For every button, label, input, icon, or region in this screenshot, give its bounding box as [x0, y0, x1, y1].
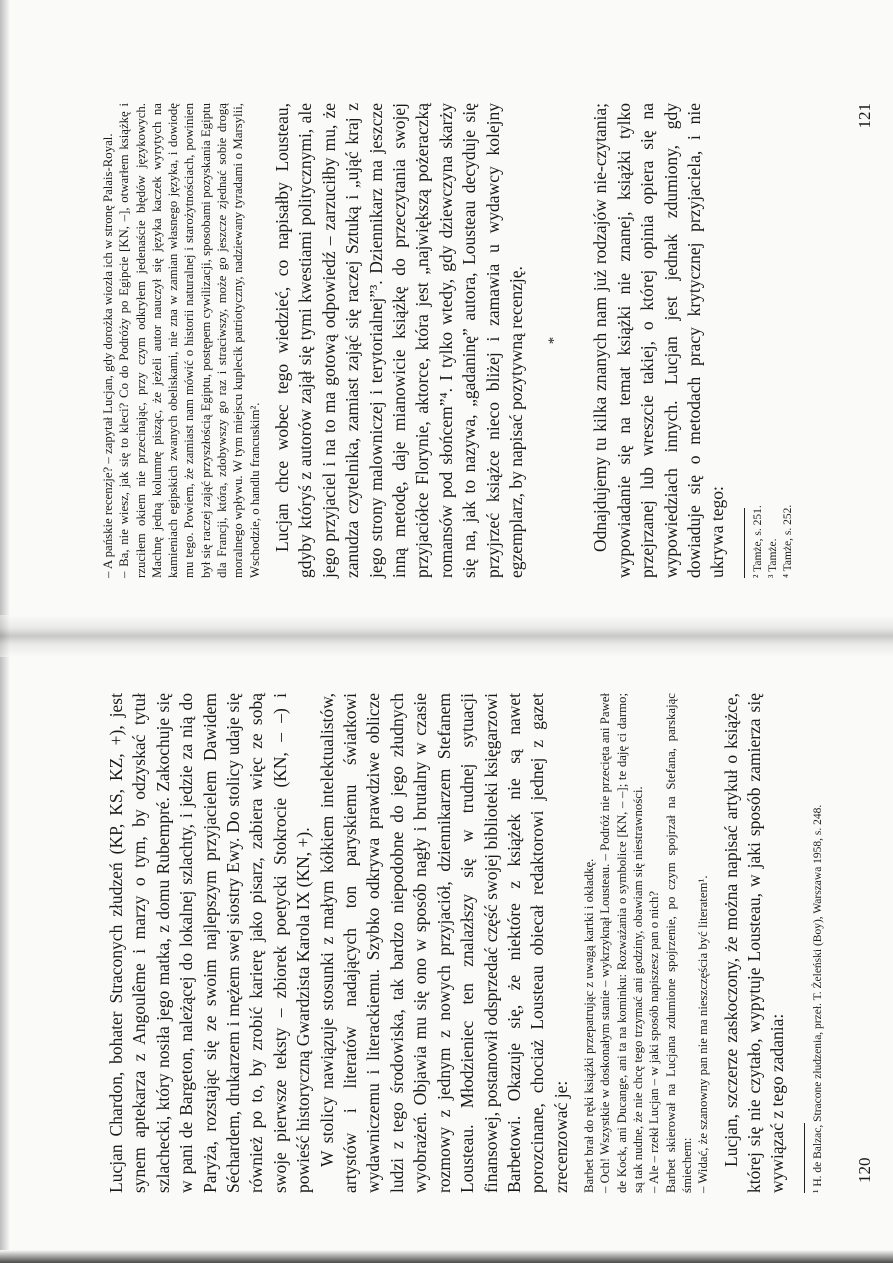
quote-line: – Ale – rzekł Lucjan – w jaki sposób napiszesz pan o nich?: [647, 890, 662, 1193]
quote-line: – Och! Wszystkie w doskonałym stanie – wykrzyknął Lousteau. – Podróż nie przecięta ani Paweł de Kock, ani Ducange, ani ta na kominku: Rozważania o symbolice [KN, – –]; te daję ci darmo; są tak nudne, że nie chcę tego trzymać ani godziny, obawiam się niestrawności.: [598, 693, 646, 1193]
footnote-4: ⁴ Tamże, s. 252.: [781, 504, 794, 578]
right-paragraph-1: Lucjan chce wobec tego wiedzieć, co napisałby Lousteau, gdyby któryś z autorów zajął się tymi kwestiami politycznymi, ale jego przyjaciel i na to ma gotową odpowiedź – zarzuciłby mu, że zanudza czytelnika, zamiast zająć się raczej Sztuką i „ująć kraj z jego strony malowniczej i terytorialnej”³. Dziennikarz ma jeszcze inną metodę, daje mianowicie książkę do przeczytania swojej przyjaciółce Florynie, aktorce, która jest „największą pożeraczką romansów pod słońcem”⁴. I tylko wtedy, gdy dziewczyna skarży się na, jak to nazywa, „gadaninę” autora, Lousteau decyduje się przyjrzeć książce nieco bliżej i zamawia u wydawcy kolejny egzemplarz, by napisać pozytywną recenzję.: [271, 103, 527, 578]
quote-line: Barbet skierował na Lucjana zdumione spojrzenie, po czym spojrzał na Stefana, parskając śmiechem:: [663, 693, 694, 1193]
quote-line: – A pańskie recenzje? – zapytał Lucjan, gdy dorożka wiozła ich w stronę Palais-Royal.: [101, 133, 115, 578]
left-paragraph-1: Lucjan Chardon, bohater Straconych złudzeń (KP, KS, KZ, +), jest synem aptekarza z Angoulême i marzy o tym, by odzyskać tytuł szlachecki, który nosiła jego matka, z domu Rubempré. Zakochuje się w pani de Bargeton, należącej do lokalnej szlachty, i jedzie za nią do Paryża, rozstając się ze swoim najlepszym przyjacielem Dawidem Séchardem, drukarzem i mężem swej siostry Ewy. Do stolicy udaje się również po to, by zrobić karierę jako pisarz, zabiera więc ze sobą swoje pierwsze teksty – zbiorek poetycki Stokrocie (KN, – –) i powieść historyczną Gwardzista Karola IX (KN, +).: [106, 693, 314, 1193]
right-paragraph-2: Odnajdujemy tu kilka znanych nam już rodzajów nie-czytania; wypowiadanie się na temat książki nie znanej, książki tylko przejrzanej lub wreszcie takiej, o której opinia opiera się na wypowiedziach innych. Lucjan jest jednak zdumiony, gdy dowiaduje się o metodach pracy krytycznej przyjaciela, i nie ukrywa tego:: [590, 103, 728, 578]
page-number-right: 121: [855, 103, 874, 129]
left-paragraph-2: W stolicy nawiązuje stosunki z małym kółkiem intelektualistów, artystów i literatów nadających ton paryskiemu światkowi wydawniczemu i literackiemu. Szybko odkrywa prawdziwe oblicze ludzi z tego środowiska, tak bardzo niepodobne do jego złudnych wyobrażeń. Objawia mu się ono w sposób nagły i brutalny w czasie rozmowy z jednym z nowych przyjaciół, dziennikarzem Stefanem Lousteau. Młodzieniec ten znalazłszy się w trudnej sytuacji finansowej, postanowił odsprzedać część swojej biblioteki księgarzowi Barbetowi. Okazuje się, że niektóre z książek nie są nawet porozcinane, chociaż Lousteau obiecał redaktorowi jednej z gazet zrecenzować je:: [316, 693, 571, 1193]
left-quote: [581, 693, 711, 1193]
quote-line: – Widać, że szanowny pan nie ma nieszczęścia być literatem¹.: [696, 875, 711, 1193]
quote-line: Barbet brał do ręki książki przepatrując z uwagą kartki i okładkę.: [582, 858, 597, 1193]
footnote-rule: [744, 508, 745, 578]
page-number-left: 120: [855, 1157, 874, 1183]
footnote-1: ¹ H. de Balzac, Stracone złudzenia, przeł. T. Żeleński (Boy), Warszawa 1958, s. 248.: [811, 804, 824, 1193]
footnote-rule: [804, 1123, 805, 1193]
footnote-2: ² Tamże, s. 251.: [751, 505, 764, 578]
right-page: [0, 8, 893, 608]
section-separator: *: [546, 336, 563, 345]
left-paragraph-3: Lucjan, szczerze zaskoczony, że można napisać artykuł o książce, której się nie czytało, wypytuje Lousteau, w jaki sposób zamierza się wywiązać z tego zadania:: [720, 693, 788, 1193]
right-quote: [100, 103, 263, 578]
left-page: [0, 653, 893, 1253]
quote-line: – Ba, nie wiesz, jak się to kleci? Co do Podróży po Egipcie [KN, –], otwarłem książkę i rzuciłem okiem nie przecinając, przy czym odkryłem jedenaście błędów językowych. Machnę jedną kolumnę pisząc, że jeżeli autor nauczył się języka kaczek wyrytych na kamieniach egipskich zwanych obeliskami, nie zna w zamian własnego języka, i dowiodę mu tego. Powiem, że zamiast nam mówić o historii naturalnej i starożytnościach, powinien był się raczej zająć przyszłością Egiptu, postępem cywilizacji, sposobami pozyskania Egiptu dla Francji, która, zdobywszy go raz i straciwszy, może go jeszcze zjednać sobie drogą moralnego wpływu. W tym miejscu kuplecik patriotyczny, nadziewany tyradami o Marsylii, Wschodzie, o handlu francuskim².: [117, 103, 262, 578]
footnote-3: ³ Tamże.: [766, 538, 779, 578]
